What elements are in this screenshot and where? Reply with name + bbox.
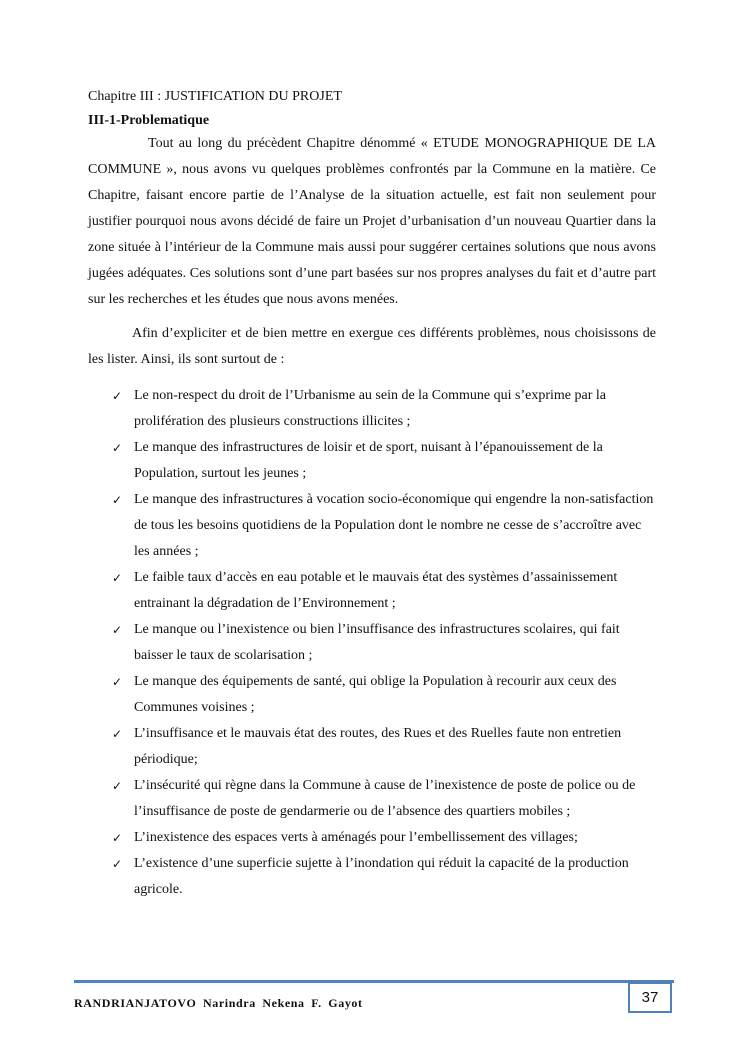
page-content — [88, 87, 656, 903]
list-item — [88, 565, 656, 617]
checkmark-icon: ✓ — [112, 779, 123, 793]
checkmark-icon: ✓ — [112, 389, 123, 403]
footer-divider — [74, 980, 674, 983]
list-item — [88, 383, 656, 435]
list-item — [88, 721, 656, 773]
list-item-text: Le manque ou l’inexistence ou bien l’insuffisance des infrastructures scolaires, qui fait baisser le taux de scolarisation ; — [134, 622, 620, 663]
checkmark-icon: ✓ — [112, 493, 123, 507]
footer-author: RANDRIANJATOVO Narindra Nekena F. Gayot — [74, 996, 363, 1010]
list-item-text: Le faible taux d’accès en eau potable et le mauvais état des systèmes d’assainissement entrainant la dégradation de l’Environnement ; — [134, 570, 618, 611]
list-intro-paragraph: Afin d’expliciter et de bien mettre en exergue ces différents problèmes, nous choisissons de les lister. Ainsi, ils sont surtout de : — [88, 326, 656, 367]
checkmark-icon: ✓ — [112, 441, 123, 455]
checkmark-icon: ✓ — [112, 571, 123, 585]
list-item-text: L’insuffisance et le mauvais état des routes, des Rues et des Ruelles faute non entretien périodique; — [134, 726, 622, 767]
intro-paragraph: Tout au long du précèdent Chapitre dénommé « ETUDE MONOGRAPHIQUE DE LA COMMUNE », nous avons vu quelques problèmes confrontés par la Commune en la matière. Ce Chapitre, faisant encore partie de l’Analyse de la situation actuelle, est fait non seulement pour justifier pourquoi nous avons décidé de faire un Projet d’urbanisation d’un nouveau Quartier dans la zone située à l’intérieur de la Commune mais aussi pour suggérer certaines solutions que nous avons jugées adéquates. Ces solutions sont d’une part basées sur nos propres analyses du fait et d’autre part sur les recherches et les études que nous avons menées. — [88, 136, 656, 307]
list-item — [88, 487, 656, 565]
list-item — [88, 825, 656, 851]
list-item-text: L’inexistence des espaces verts à aménagés pour l’embellissement des villages; — [134, 830, 578, 845]
list-item-text: L’insécurité qui règne dans la Commune à cause de l’inexistence de poste de police ou de l’insuffisance de poste de gendarmerie ou de l’absence des quartiers mobiles ; — [134, 778, 636, 819]
list-item — [88, 773, 656, 825]
list-item — [88, 669, 656, 721]
checkmark-icon: ✓ — [112, 857, 123, 871]
section-title: III-1-Problematique — [88, 113, 210, 128]
chapter-title: Chapitre III : JUSTIFICATION DU PROJET — [88, 89, 342, 104]
checkmark-icon: ✓ — [112, 727, 123, 741]
list-item-text: Le manque des équipements de santé, qui oblige la Population à recourir aux ceux des Communes voisines ; — [134, 674, 617, 715]
list-item-text: Le manque des infrastructures à vocation socio-économique qui engendre la non-satisfaction de tous les besoins quotidiens de la Population dont le nombre ne cesse de s’accroître avec les années ; — [134, 492, 654, 559]
checkmark-icon: ✓ — [112, 623, 123, 637]
list-item — [88, 435, 656, 487]
problem-list — [88, 383, 656, 903]
list-item-text: L’existence d’une superficie sujette à l’inondation qui réduit la capacité de la production agricole. — [134, 856, 629, 897]
list-item — [88, 851, 656, 903]
checkmark-icon: ✓ — [112, 831, 123, 845]
list-item-text: Le non-respect du droit de l’Urbanisme au sein de la Commune qui s’exprime par la prolifération des plusieurs constructions illicites ; — [134, 388, 606, 429]
checkmark-icon: ✓ — [112, 675, 123, 689]
list-item-text: Le manque des infrastructures de loisir et de sport, nuisant à l’épanouissement de la Population, surtout les jeunes ; — [134, 440, 603, 481]
page-number: 37 — [628, 982, 672, 1013]
list-item — [88, 617, 656, 669]
